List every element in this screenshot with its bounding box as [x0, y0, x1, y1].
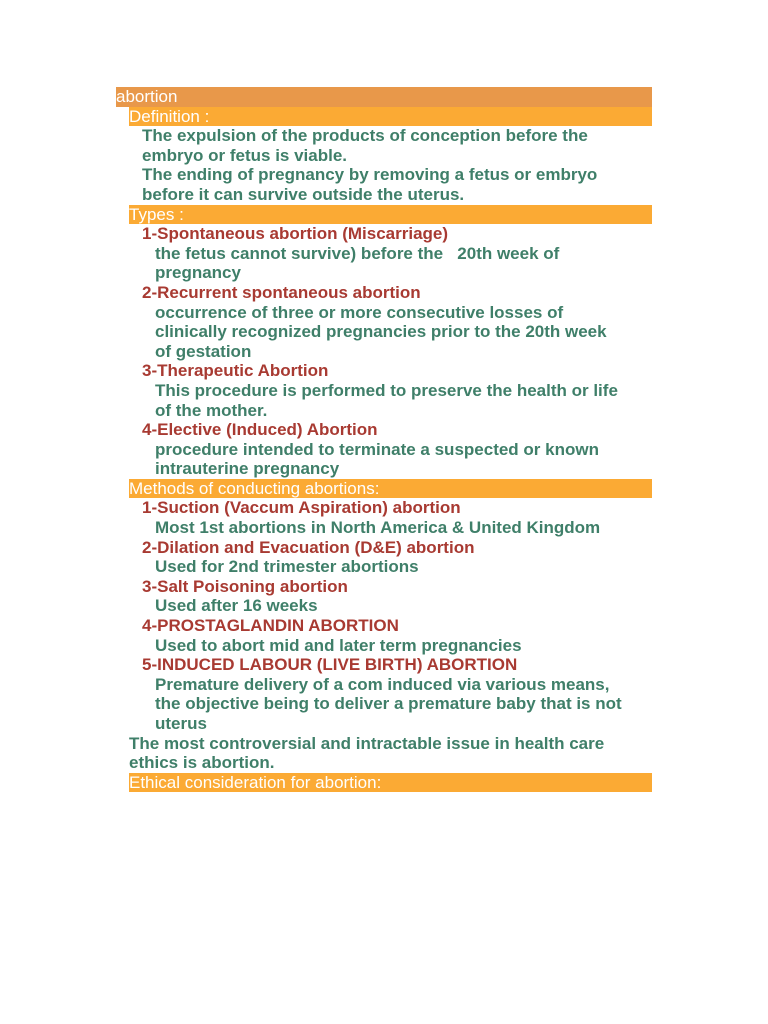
type-description: This procedure is performed to preserve the health or life: [155, 380, 618, 400]
definition-line: The expulsion of the products of conception before the: [142, 126, 588, 146]
type-description: occurrence of three or more consecutive losses of: [155, 302, 564, 322]
method-description: Used to abort mid and later term pregnancies: [155, 635, 522, 655]
type-title: 2-Recurrent spontaneous abortion: [142, 282, 421, 302]
method-title: 4-PROSTAGLANDIN ABORTION: [142, 616, 399, 636]
type-description: procedure intended to terminate a suspected or known: [155, 439, 599, 459]
type-description: clinically recognized pregnancies prior to the 20th week: [155, 322, 607, 342]
controversy-paragraph: ethics is abortion.: [129, 753, 275, 773]
type-title: 3-Therapeutic Abortion: [142, 361, 329, 381]
type-description: of the mother.: [155, 400, 268, 420]
definition-line: embryo or fetus is viable.: [142, 145, 348, 165]
method-title: 1-Suction (Vaccum Aspiration) abortion: [142, 498, 461, 518]
definition-line: before it can survive outside the uterus.: [142, 184, 465, 204]
method-description: uterus: [155, 714, 207, 733]
ethics-heading: Ethical consideration for abortion:: [129, 773, 652, 793]
method-description: Most 1st abortions in North America & United Kingdom: [155, 518, 601, 538]
method-description: Premature delivery of a com induced via various means,: [155, 674, 610, 694]
method-description: Used for 2nd trimester abortions: [155, 557, 419, 577]
type-description: pregnancy: [155, 263, 241, 283]
type-title: 1-Spontaneous abortion (Miscarriage): [142, 224, 449, 244]
methods-heading: Methods of conducting abortions:: [129, 479, 652, 499]
method-description: Used after 16 weeks: [155, 596, 318, 616]
method-title: 5-INDUCED LABOUR (LIVE BIRTH) ABORTION: [142, 655, 518, 675]
type-description: of gestation: [155, 341, 252, 361]
types-heading: Types :: [129, 205, 652, 225]
type-title: 4-Elective (Induced) Abortion: [142, 420, 378, 440]
type-description: the fetus cannot survive) before the 20th week of: [155, 243, 560, 263]
definition-line: The ending of pregnancy by removing a fetus or embryo: [142, 165, 598, 185]
method-title: 3-Salt Poisoning abortion: [142, 576, 348, 596]
document-body: [116, 87, 652, 792]
method-title: 2-Dilation and Evacuation (D&E) abortion: [142, 537, 475, 557]
method-description: the objective being to deliver a premature baby that is not: [155, 694, 622, 714]
document-title: abortion: [116, 87, 652, 107]
controversy-paragraph: The most controversial and intractable issue in health care: [129, 733, 605, 753]
definition-heading: Definition :: [129, 107, 652, 127]
type-description: intrauterine pregnancy: [155, 459, 340, 479]
